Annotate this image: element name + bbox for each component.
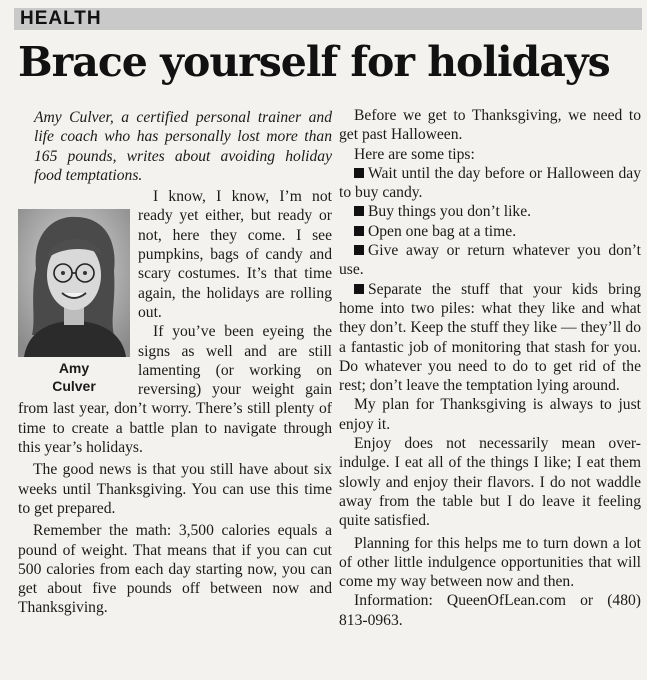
bullet-square-icon <box>354 206 364 216</box>
author-photo-box <box>18 209 130 395</box>
body-paragraph: Remember the math: 3,500 calories equals a pound of weight. That means that if you can cut 500 calories from each day starting now, you can get about five pounds off between now and Thanksgiving. <box>18 522 332 617</box>
info-line: Information: QueenOfLean.com or (480) 813-0963. <box>339 592 641 629</box>
tip-text: Buy things you don’t like. <box>368 203 532 221</box>
article-column-left <box>18 108 332 618</box>
paragraph-text-lead: I know, I know, I’m not ready yet either, but ready or not, here they come. I see pumpkins, bags of candy and scary costumes. It’s that time again, the holidays are rolling out. <box>138 188 332 321</box>
section-label: HEALTH <box>20 8 102 29</box>
headline: Brace yourself for holidays <box>18 38 610 86</box>
bullet-square-icon <box>354 168 364 178</box>
tip-item <box>339 202 641 221</box>
bullet-square-icon <box>354 226 364 236</box>
body-paragraph: My plan for Thanksgiving is always to just enjoy it. <box>339 396 641 433</box>
article-column-right <box>339 106 641 630</box>
body-paragraph: Enjoy does not necessarily mean over-indulge. I eat all of the things I like; I eat them slowly and enjoy their flavors. I do not waddle away from the table but I do leave it feeling quite satisfied. <box>339 435 641 530</box>
tip-item <box>339 222 641 241</box>
body-paragraph: Planning for this helps me to turn down a lot of other little indulgence opportunities that will come my way between now and then. <box>339 534 641 591</box>
tip-text: Separate the stuff that your kids bring home into two piles: what they like and what they don’t. Keep the stuff they like — they’ll do a fantastic job of monitoring that stash for you. Do whatever you need to do to get rid of the rest; don’t leave the temptation lying around. <box>339 280 641 395</box>
portrait-photo-icon <box>18 209 130 357</box>
section-header-bar <box>14 8 642 30</box>
body-paragraph: If you’ve been eyeing the signs as well and are still lamenting (or working on reversing) your weight gain from last year, don’t worry. There’s still plenty of time to create a battle plan to navigate through this year’s holidays. <box>18 323 332 457</box>
bullet-square-icon <box>354 284 364 294</box>
body-paragraph: Here are some tips: <box>354 145 475 163</box>
photo-caption-first: Amy <box>58 360 90 377</box>
body-paragraph: Before we get to Thanksgiving, we need to get past Halloween. <box>339 107 641 144</box>
tip-item <box>339 241 641 280</box>
tip-text: Give away or return whatever you don’t use. <box>339 242 641 279</box>
body-paragraph: The good news is that you still have about six weeks until Thanksgiving. You can use this time to get prepared. <box>18 461 332 517</box>
tip-item <box>339 164 641 203</box>
author-intro: Amy Culver, a certified personal trainer and life coach who has personally lost more than 165 pounds, writes about avoiding holiday food temptations. <box>34 109 332 184</box>
bullet-square-icon <box>354 245 364 255</box>
tip-item <box>339 280 641 396</box>
tip-text: Open one bag at a time. <box>368 222 517 240</box>
photo-caption-last: Culver <box>52 378 96 395</box>
tip-text: Wait until the day before or Halloween day to buy candy. <box>339 164 641 202</box>
